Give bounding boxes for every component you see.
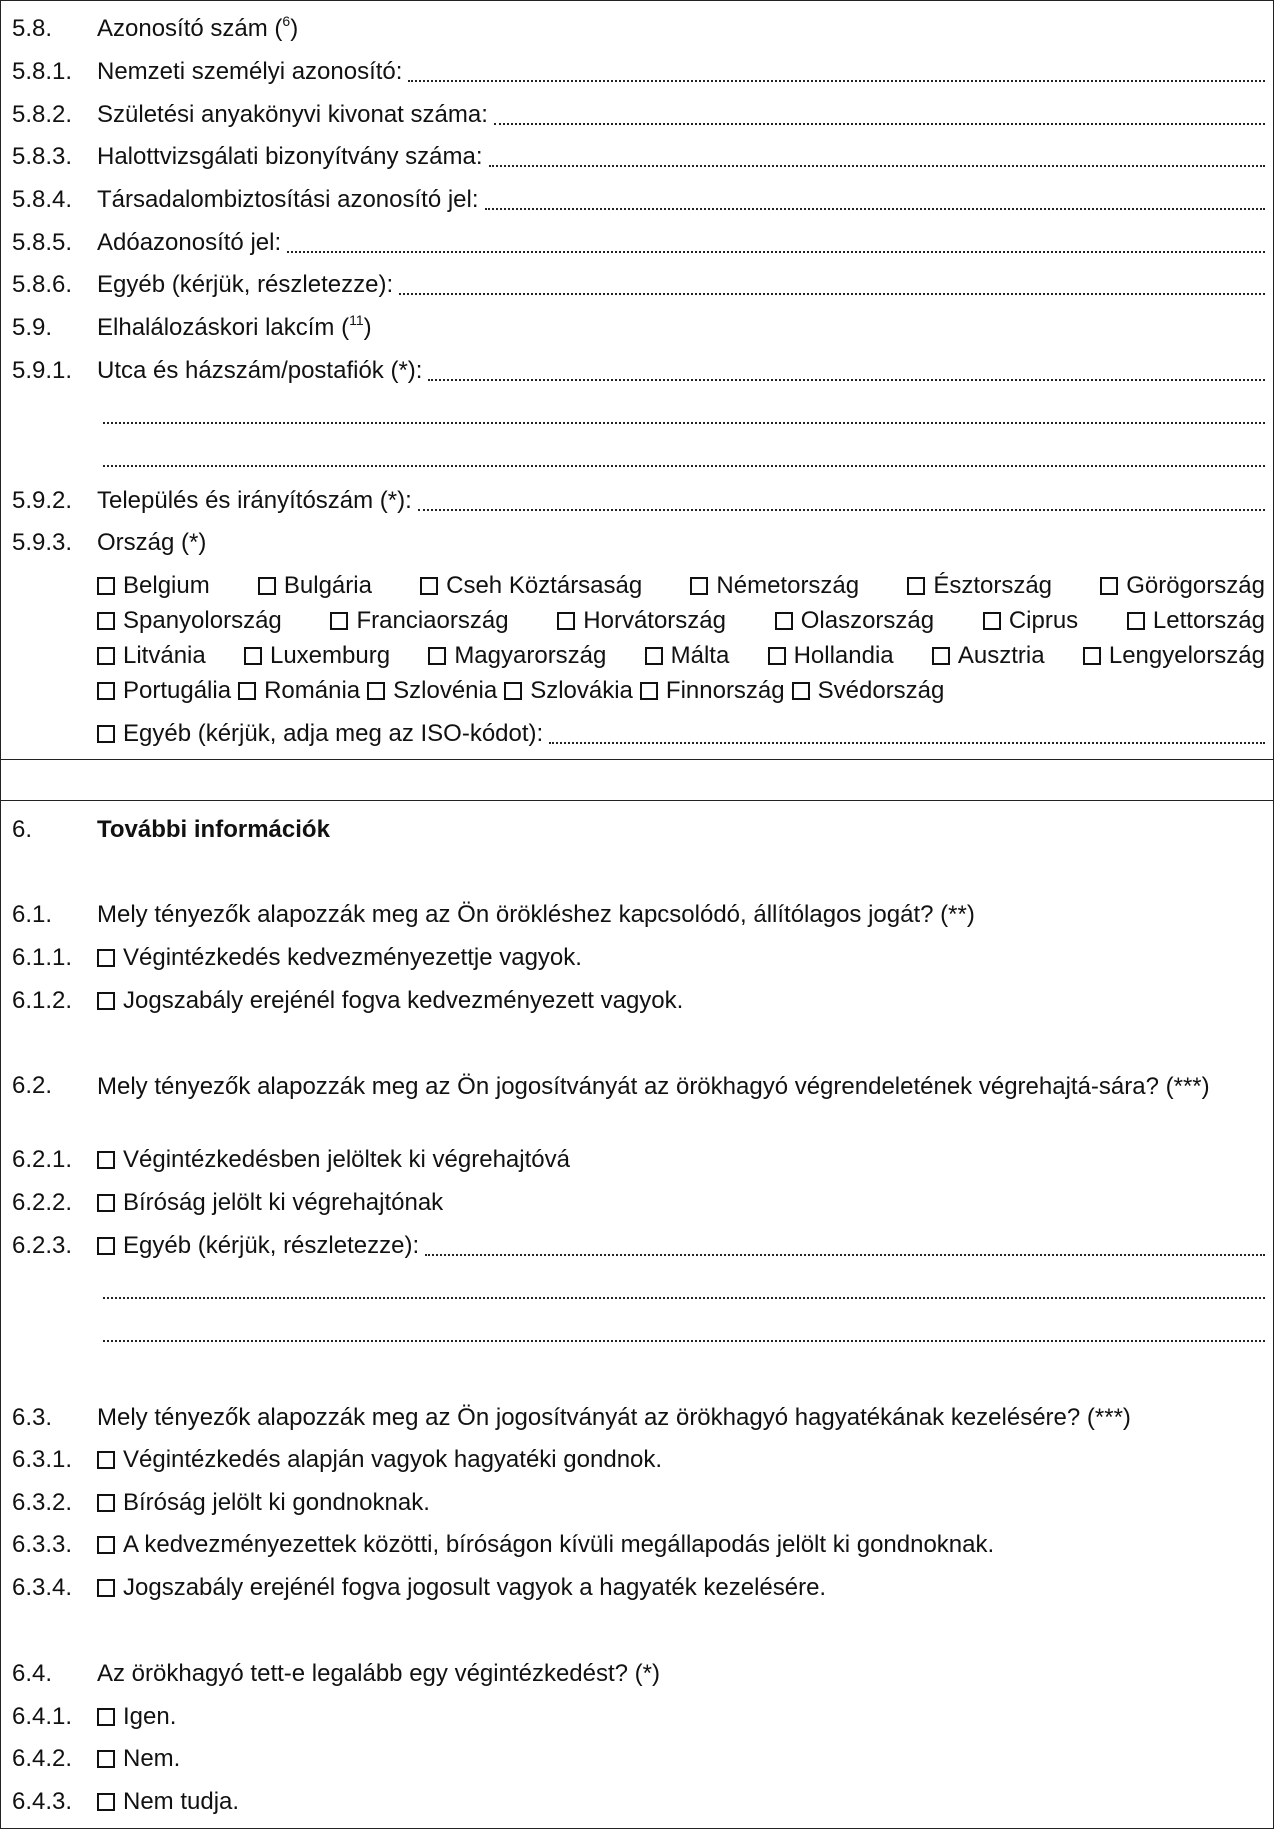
country-option[interactable]: Belgium (97, 572, 210, 600)
field-country (12, 527, 1265, 559)
fill-in-line[interactable] (418, 491, 1265, 511)
checkbox[interactable] (775, 612, 793, 630)
item-number: 5.8. (12, 15, 53, 42)
fill-in-line[interactable] (489, 147, 1266, 167)
item-number: 6.1. (12, 901, 53, 928)
country-option[interactable]: Románia (238, 677, 360, 705)
option-6-2-1[interactable] (12, 1144, 1265, 1176)
item-number: 6.4.3. (12, 1788, 73, 1815)
fill-in-line[interactable] (408, 62, 1265, 82)
country-option[interactable]: Lengyelország (1083, 642, 1265, 670)
country-checkbox-list (97, 568, 1265, 708)
country-option[interactable]: Cseh Köztársaság (420, 572, 642, 600)
section-5-8-heading (12, 13, 1265, 45)
option-6-3-1[interactable] (12, 1444, 1265, 1476)
option-label: Igen. (123, 1703, 177, 1730)
country-row (97, 673, 1265, 708)
item-number: 6.2.3. (12, 1232, 73, 1259)
checkbox[interactable] (983, 612, 1001, 630)
item-number: 5.8.2. (12, 101, 73, 128)
checkbox[interactable] (1127, 612, 1145, 630)
country-row (97, 568, 1265, 603)
fill-in-line[interactable] (103, 1318, 1265, 1342)
option-label: Jogszabály erejénél fogva kedvezményezett vagyok. (123, 987, 684, 1014)
fill-in-line[interactable] (103, 1275, 1265, 1299)
fill-in-line[interactable] (428, 361, 1265, 381)
option-label: Bíróság jelölt ki gondnoknak. (123, 1489, 430, 1516)
country-option[interactable]: Magyarország (428, 642, 606, 670)
item-number: 6.2. (12, 1072, 53, 1099)
country-option[interactable]: Ausztria (932, 642, 1045, 670)
checkbox[interactable] (932, 647, 950, 665)
field-country-other[interactable] (97, 718, 1265, 750)
item-number: 5.8.6. (12, 271, 73, 298)
checkbox[interactable] (428, 647, 446, 665)
option-6-4-2[interactable] (12, 1743, 1265, 1775)
item-number: 6.4.1. (12, 1703, 73, 1730)
checkbox[interactable] (97, 577, 115, 595)
checkbox[interactable] (97, 612, 115, 630)
item-number: 6.2.2. (12, 1189, 73, 1216)
item-number: 5.8.1. (12, 58, 73, 85)
field-label: Utca és házszám/postafiók (*): (97, 357, 423, 384)
checkbox[interactable] (244, 647, 262, 665)
country-option[interactable]: Görögország (1100, 572, 1265, 600)
item-number: 6.3. (12, 1404, 53, 1431)
section-separator (0, 759, 1274, 801)
country-option[interactable]: Horvátország (557, 607, 726, 635)
checkbox[interactable] (97, 1793, 115, 1811)
question-text: Mely tényezők alapozzák meg az Ön örökléshez kapcsolódó, állítólagos jogát? (**) (97, 901, 975, 928)
option-label: Végintézkedés alapján vagyok hagyatéki gondnok. (123, 1446, 663, 1473)
fill-in-line[interactable] (425, 1236, 1265, 1256)
option-label: Végintézkedésben jelöltek ki végrehajtóvá (123, 1146, 570, 1173)
checkbox[interactable] (238, 682, 256, 700)
checkbox[interactable] (97, 949, 115, 967)
field-label: Település és irányítószám (*): (97, 487, 412, 514)
country-option[interactable]: Szlovénia (367, 677, 497, 705)
field-national-id[interactable] (12, 56, 1265, 88)
field-label: Egyéb (kérjük, adja meg az ISO-kódot): (123, 720, 544, 747)
section-5-9-heading (12, 312, 1265, 344)
item-number: 5.9. (12, 314, 53, 341)
option-6-1-1[interactable] (12, 942, 1265, 974)
checkbox[interactable] (97, 682, 115, 700)
country-row (97, 603, 1265, 638)
country-row (97, 638, 1265, 673)
checkbox[interactable] (97, 1151, 115, 1169)
option-6-3-2[interactable] (12, 1487, 1265, 1519)
option-6-2-3[interactable] (12, 1230, 1265, 1262)
fill-in-line[interactable] (103, 443, 1265, 467)
checkbox[interactable] (367, 682, 385, 700)
question-6-4 (12, 1658, 1265, 1690)
fill-in-line[interactable] (494, 105, 1265, 125)
checkbox[interactable] (258, 577, 276, 595)
checkbox[interactable] (97, 992, 115, 1010)
item-number: 6.3.2. (12, 1489, 73, 1516)
option-label: A kedvezményezettek közötti, bíróságon kívüli megállapodás jelölt ki gondnoknak. (123, 1531, 995, 1558)
country-option[interactable]: Lettország (1127, 607, 1265, 635)
field-label: Társadalombiztosítási azonosító jel: (97, 186, 479, 213)
item-number: 5.9.3. (12, 529, 73, 556)
field-label: Halottvizsgálati bizonyítvány száma: (97, 143, 483, 170)
checkbox[interactable] (1083, 647, 1101, 665)
section-6-heading (12, 814, 1265, 846)
checkbox[interactable] (97, 1579, 115, 1597)
country-option[interactable]: Olaszország (775, 607, 934, 635)
field-death-certificate[interactable] (12, 141, 1265, 173)
field-social-security[interactable] (12, 184, 1265, 216)
item-number: 6.3.3. (12, 1531, 73, 1558)
field-label: Ország (*) (97, 529, 207, 556)
country-option[interactable]: Hollandia (768, 642, 894, 670)
option-6-3-3[interactable] (12, 1529, 1265, 1561)
fill-in-line[interactable] (103, 400, 1265, 424)
checkbox[interactable] (97, 1237, 115, 1255)
checkbox[interactable] (97, 1708, 115, 1726)
checkbox[interactable] (330, 612, 348, 630)
item-number: 6. (12, 816, 33, 843)
question-6-2-text: Mely tényezők alapozzák meg az Ön jogosítványát az örökhagyó végrendeletének végrehajtá-sára? (***) (97, 1073, 1210, 1100)
option-label: Jogszabály erejénél fogva jogosult vagyok a hagyaték kezelésére. (123, 1574, 827, 1601)
option-6-2-2[interactable] (12, 1187, 1265, 1219)
option-6-4-1[interactable] (12, 1701, 1265, 1733)
checkbox[interactable] (557, 612, 575, 630)
item-number: 5.9.1. (12, 357, 73, 384)
country-option[interactable]: Luxemburg (244, 642, 390, 670)
checkbox[interactable] (645, 647, 663, 665)
country-option[interactable]: Málta (645, 642, 730, 670)
question-text: Mely tényezők alapozzák meg az Ön jogosítványát az örökhagyó hagyatékának kezelésére? (***) (97, 1404, 1131, 1431)
checkbox[interactable] (97, 1451, 115, 1469)
item-number: 6.3.4. (12, 1574, 73, 1601)
country-option[interactable]: Észtország (907, 572, 1052, 600)
item-number: 5.8.3. (12, 143, 73, 170)
item-number: 6.1.2. (12, 987, 73, 1014)
country-option[interactable]: Franciaország (330, 607, 508, 635)
field-label: Nemzeti személyi azonosító: (97, 58, 403, 85)
country-option[interactable]: Szlovákia (504, 677, 633, 705)
country-option[interactable]: Bulgária (258, 572, 372, 600)
question-6-3 (12, 1402, 1265, 1434)
question-6-1 (12, 899, 1265, 931)
option-label: Nem tudja. (123, 1788, 240, 1815)
checkbox[interactable] (97, 1750, 115, 1768)
item-number: 5.8.5. (12, 229, 73, 256)
field-label: Adóazonosító jel: (97, 229, 282, 256)
item-label: Elhalálozáskori lakcím ($^{11}$) (97, 312, 372, 341)
item-label: Azonosító szám ($^6$) (97, 13, 299, 42)
item-number: 5.9.2. (12, 487, 73, 514)
fill-in-line[interactable] (549, 724, 1265, 744)
item-number: 6.2.1. (12, 1146, 73, 1173)
country-option[interactable]: Ciprus (983, 607, 1078, 635)
question-text: Az örökhagyó tett-e legalább egy végintézkedést? (*) (97, 1660, 661, 1687)
checkbox[interactable] (97, 1536, 115, 1554)
section-title: További információk (97, 816, 330, 843)
item-number: 6.3.1. (12, 1446, 73, 1473)
field-city-postcode[interactable] (12, 485, 1265, 517)
fill-in-line[interactable] (399, 275, 1265, 295)
item-number: 6.1.1. (12, 944, 73, 971)
item-number: 6.4. (12, 1660, 53, 1687)
option-label: Végintézkedés kedvezményezettje vagyok. (123, 944, 582, 971)
field-label: Egyéb (kérjük, részletezze): (97, 271, 394, 298)
checkbox[interactable] (1100, 577, 1118, 595)
checkbox[interactable] (420, 577, 438, 595)
field-birth-certificate[interactable] (12, 99, 1265, 131)
checkbox[interactable] (97, 1494, 115, 1512)
country-option[interactable]: Litvánia (97, 642, 206, 670)
field-street[interactable] (12, 355, 1265, 387)
item-number: 6.4.2. (12, 1745, 73, 1772)
fill-in-line[interactable] (485, 190, 1265, 210)
option-label: Egyéb (kérjük, részletezze): (123, 1232, 420, 1259)
country-option[interactable]: Spanyolország (97, 607, 282, 635)
checkbox[interactable] (97, 1194, 115, 1212)
footnote-ref: 6 (282, 13, 291, 29)
checkbox[interactable] (768, 647, 786, 665)
checkbox[interactable] (690, 577, 708, 595)
item-number: 5.8.4. (12, 186, 73, 213)
checkbox[interactable] (640, 682, 658, 700)
option-6-4-3[interactable] (12, 1786, 1265, 1818)
fill-in-line[interactable] (287, 233, 1265, 253)
footnote-ref: 11 (349, 312, 364, 328)
country-option[interactable]: Finnország (640, 677, 785, 705)
checkbox[interactable] (907, 577, 925, 595)
country-option[interactable]: Portugália (97, 677, 231, 705)
checkbox[interactable] (97, 725, 115, 743)
option-label: Bíróság jelölt ki végrehajtónak (123, 1189, 444, 1216)
option-label: Nem. (123, 1745, 181, 1772)
country-option[interactable]: Németország (690, 572, 859, 600)
checkbox[interactable] (792, 682, 810, 700)
field-label: Születési anyakönyvi kivonat száma: (97, 101, 488, 128)
country-option[interactable]: Svédország (792, 677, 945, 705)
option-6-3-4[interactable] (12, 1572, 1265, 1604)
field-other-id[interactable] (12, 269, 1265, 301)
field-tax-id[interactable] (12, 227, 1265, 259)
option-6-1-2[interactable] (12, 985, 1265, 1017)
checkbox[interactable] (504, 682, 522, 700)
checkbox[interactable] (97, 647, 115, 665)
